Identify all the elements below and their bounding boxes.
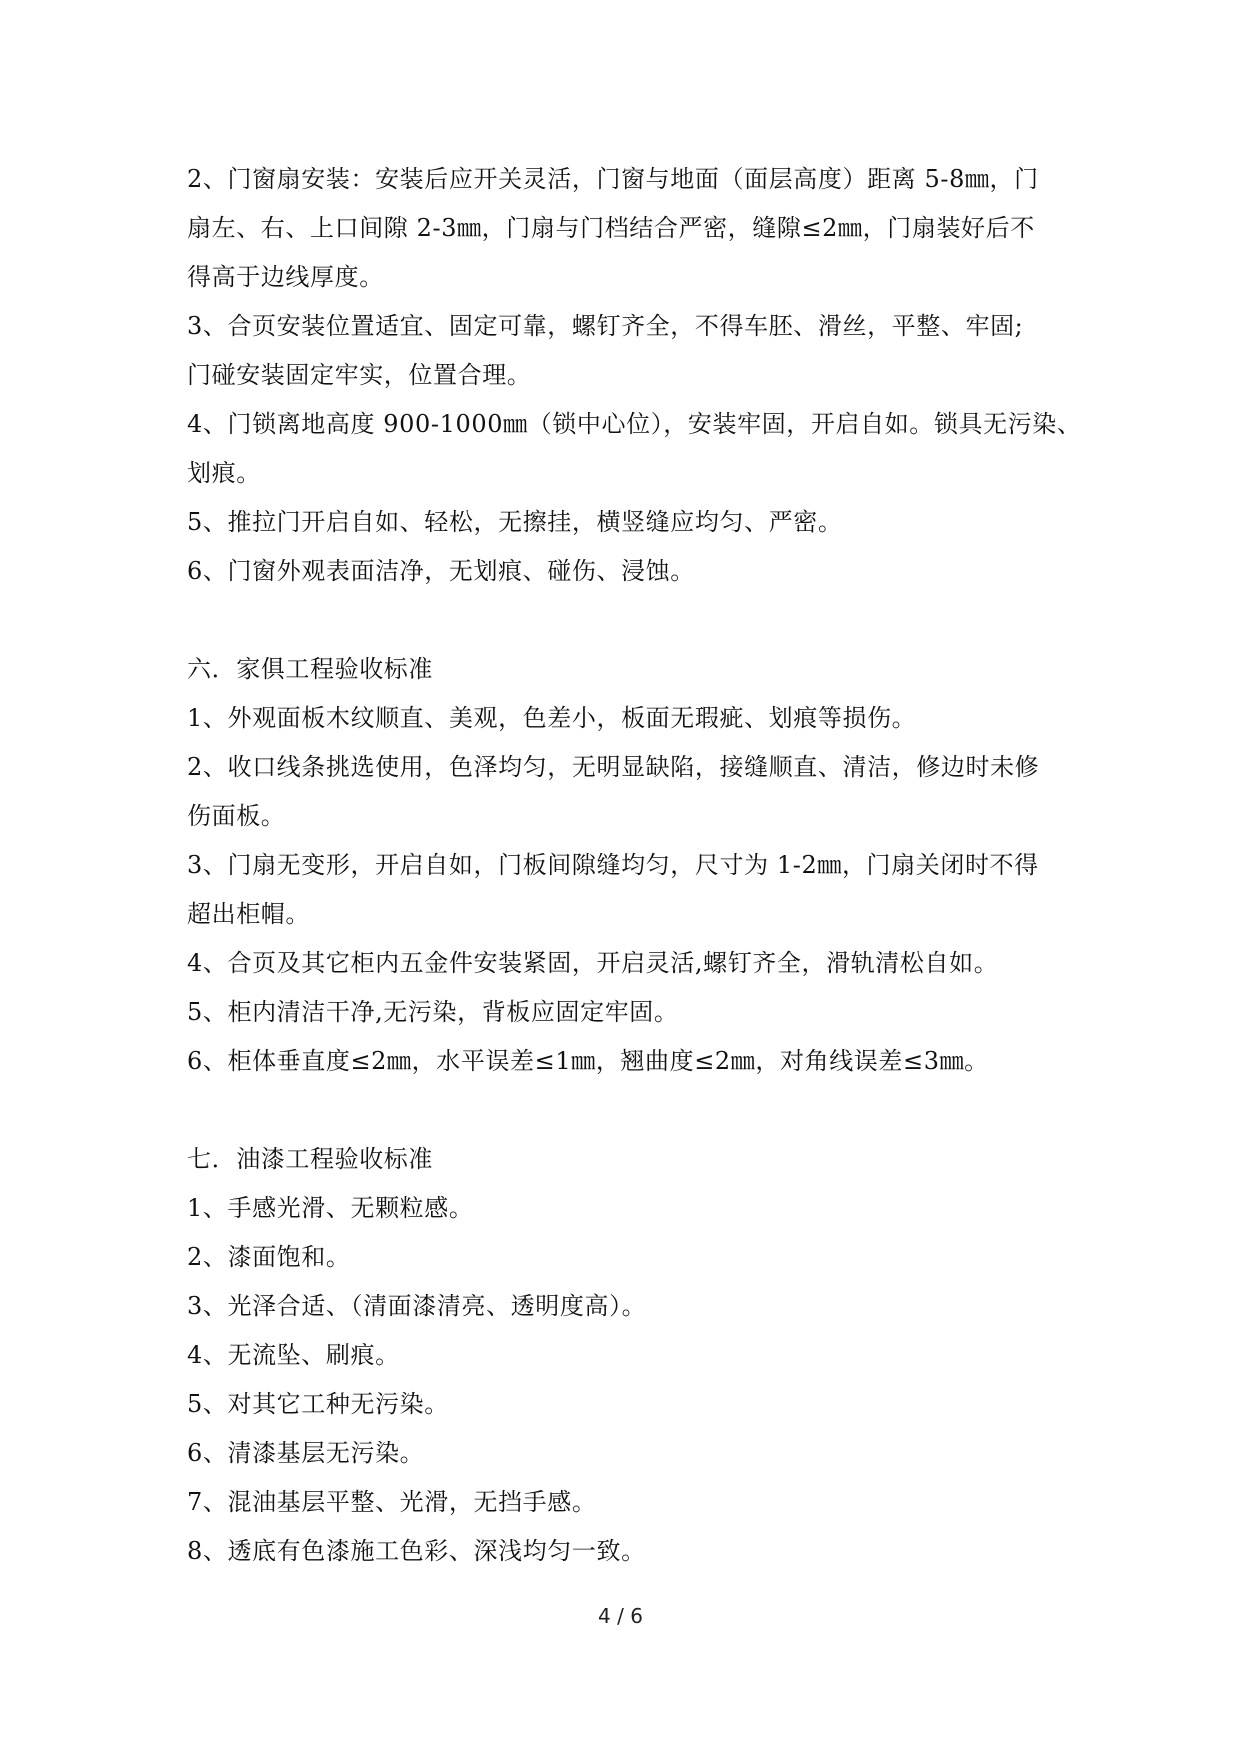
furniture-item-6: 6、柜体垂直度≤2㎜，水平误差≤1㎜，翘曲度≤2㎜，对角线误差≤3㎜。	[187, 1047, 989, 1075]
painting-item-2: 2、漆面饱和。	[187, 1243, 351, 1271]
section-spacer	[187, 596, 1067, 645]
doors-item-2-line-1: 2、门窗扇安装：安装后应开关灵活，门窗与地面（面层高度）距离 5-8㎜，门	[187, 165, 1039, 193]
document-body	[187, 155, 1082, 1576]
doors-item-2-line-3: 得高于边线厚度。	[187, 263, 384, 291]
doors-item-4-line-2: 划痕。	[187, 459, 261, 487]
painting-item-3: 3、光泽合适、（清面漆清亮、透明度高）。	[187, 1292, 647, 1320]
furniture-item-3-line-1: 3、门扇无变形，开启自如，门板间隙缝均匀，尺寸为 1-2㎜，门扇关闭时不得	[187, 851, 1039, 879]
furniture-item-2-line-2: 伤面板。	[187, 802, 286, 830]
doors-item-6: 6、门窗外观表面洁净，无划痕、碰伤、浸蚀。	[187, 557, 695, 585]
furniture-section-heading: 六．家俱工程验收标准	[187, 655, 433, 683]
doors-item-4-line-1: 4、门锁离地高度 900-1000㎜（锁中心位），安装牢固，开启自如。锁具无污染、	[187, 410, 1082, 438]
furniture-item-4: 4、合页及其它柜内五金件安装紧固，开启灵活,螺钉齐全，滑轨清松自如。	[187, 949, 999, 977]
furniture-item-3-line-2: 超出柜帽。	[187, 900, 310, 928]
painting-item-6: 6、清漆基层无污染。	[187, 1439, 425, 1467]
painting-item-4: 4、无流坠、刷痕。	[187, 1341, 400, 1369]
furniture-item-5: 5、柜内清洁干净,无污染，背板应固定牢固。	[187, 998, 679, 1026]
doors-item-3-line-1: 3、合页安装位置适宜、固定可靠，螺钉齐全，不得车胚、滑丝，平整、牢固;	[187, 312, 1024, 340]
doors-item-3-line-2: 门碰安装固定牢实，位置合理。	[187, 361, 532, 389]
painting-item-5: 5、对其它工种无污染。	[187, 1390, 449, 1418]
painting-item-8: 8、透底有色漆施工色彩、深浅均匀一致。	[187, 1537, 646, 1565]
painting-section-heading: 七．油漆工程验收标准	[187, 1145, 433, 1173]
furniture-item-2-line-1: 2、收口线条挑选使用，色泽均匀，无明显缺陷，接缝顺直、清洁，修边时未修	[187, 753, 1040, 781]
section-spacer	[187, 1086, 1067, 1135]
doors-item-2-line-2: 扇左、右、上口间隙 2-3㎜，门扇与门档结合严密，缝隙≤2㎜，门扇装好后不	[187, 214, 1035, 242]
painting-item-1: 1、手感光滑、无颗粒感。	[187, 1194, 474, 1222]
doors-item-5: 5、推拉门开启自如、轻松，无擦挂，横竖缝应均匀、严密。	[187, 508, 843, 536]
painting-item-7: 7、混油基层平整、光滑，无挡手感。	[187, 1488, 597, 1516]
page-number: 4 / 6	[598, 1604, 643, 1628]
furniture-item-1: 1、外观面板木纹顺直、美观，色差小，板面无瑕疵、划痕等损伤。	[187, 704, 917, 732]
